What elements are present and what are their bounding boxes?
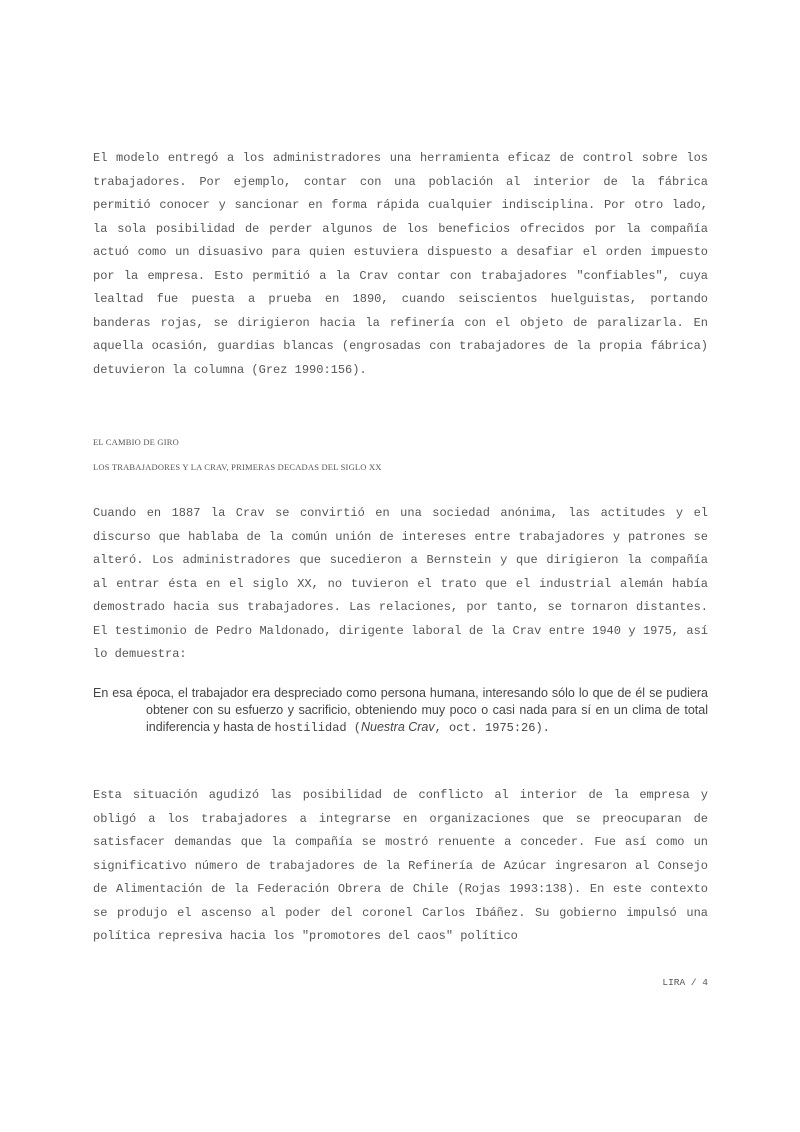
page-footer: LIRA / 4 — [662, 977, 708, 988]
quote-text-block — [93, 685, 708, 737]
quote-text: En esa época, el trabajador era despreciado como persona humana, interesando sólo lo que de él se pudiera obtener con su esfuerzo y sacrificio, obteniendo muy poco o casi nada para sí en un clima de total indiferencia y hasta de — [93, 686, 708, 734]
body-paragraph: El modelo entregó a los administradores una herramienta eficaz de control sobre los trabajadores. Por ejemplo, contar con una población al interior de la fábrica permitió conocer y sancionar en forma rápida cualquier indisciplina. Por otro lado, la sola posibilidad de perder algunos de los beneficios ofrecidos por la compañía actuó como un disuasivo para quien estuviera dispuesto a desafiar el orden impuesto por la empresa. Esto permitió a la Crav contar con trabajadores "confiables", cuya lealtad fue puesta a prueba en 1890, cuando seiscientos huelguistas, portando banderas rojas, se dirigieron hacia la refinería con el objeto de paralizarla. En aquella ocasión, guardias blancas (engrosadas con trabajadores de la propia fábrica) detuvieron la columna (Grez 1990:156). — [93, 151, 708, 377]
section-heading: EL CAMBIO DE GIRO — [93, 437, 179, 447]
block-quote — [93, 685, 708, 737]
section-subheading: LOS TRABAJADORES Y LA CRAV, PRIMERAS DECADAS DEL SIGLO XX — [93, 462, 382, 472]
quote-citation-title: Nuestra Crav — [361, 720, 435, 734]
quote-citation-close: , oct. 1975:26). — [434, 721, 550, 735]
quote-citation-open: hostilidad ( — [274, 721, 361, 735]
body-paragraph: Cuando en 1887 la Crav se convirtió en una sociedad anónima, las actitudes y el discurso que hablaba de la común unión de intereses entre trabajadores y patrones se alteró. Los administradores que sucedieron a Bernstein y que dirigieron la compañía al entrar ésta en el siglo XX, no tuvieron el trato que el industrial alemán había demostrado hacia sus trabajadores. Las relaciones, por tanto, se tornaron distantes. El testimonio de Pedro Maldonado, dirigente laboral de la Crav entre 1940 y 1975, así lo demuestra: — [93, 506, 708, 661]
body-paragraph: Esta situación agudizó las posibilidad de conflicto al interior de la empresa y obligó a los trabajadores a integrarse en organizaciones que se preocuparan de satisfacer demandas que la compañía se mostró renuente a conceder. Fue así como un significativo número de trabajadores de la Refinería de Azúcar ingresaron al Consejo de Alimentación de la Federación Obrera de Chile (Rojas 1993:138). En este contexto se produjo el ascenso al poder del coronel Carlos Ibáñez. Su gobierno impulsó una política represiva hacia los "promotores del caos" político — [93, 788, 708, 943]
